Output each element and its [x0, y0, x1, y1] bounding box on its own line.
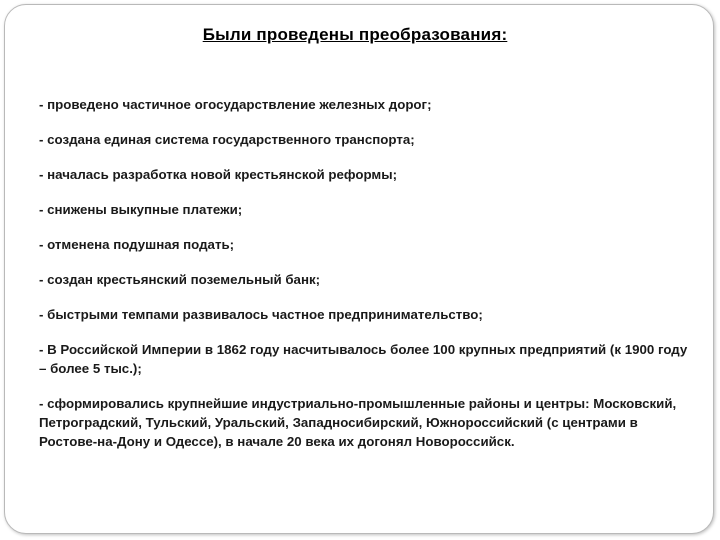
list-item: - отменена подушная подать;	[39, 237, 235, 252]
reform-list	[39, 95, 689, 467]
list-item: - создан крестьянский поземельный банк;	[39, 272, 321, 287]
list-item: - сформировались крупнейшие индустриально-промышленные районы и центры: Московский, Петроградский, Тульский, Уральский, Западносибирский, Южнороссийский (с центрами в Ростове-на-Дону и Одессе), в начале 20 века их догонял Новороссийск.	[39, 396, 677, 449]
list-item: - проведено частичное огосударствление железных дорог;	[39, 97, 432, 112]
list-item: - В Российской Империи в 1862 году насчитывалось более 100 крупных предприятий (к 1900 году – более 5 тыс.);	[39, 342, 688, 376]
list-item: - создана единая система государственного транспорта;	[39, 132, 415, 147]
list-item: - снижены выкупные платежи;	[39, 202, 243, 217]
slide-title: Были проведены преобразования:	[202, 25, 508, 44]
list-item: - быстрыми темпами развивалось частное предпринимательство;	[39, 307, 483, 322]
list-item: - началась разработка новой крестьянской реформы;	[39, 167, 398, 182]
slide-frame	[4, 4, 714, 534]
